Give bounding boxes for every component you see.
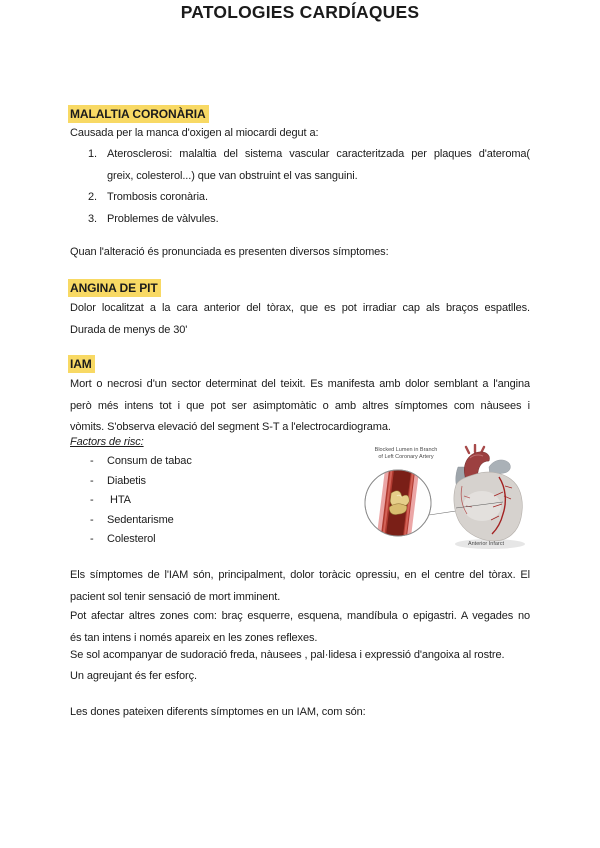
paragraph-line: vòmits. S'observa elevació del segment S-T a l'electrocardiograma.	[70, 421, 391, 433]
paragraph-line: Se sol acompanyar de sudoració freda, nàusees , pal·lidesa i expressió d'angoixa al rostre.	[70, 649, 505, 661]
paragraph-line: Trombosis coronària.	[107, 191, 208, 203]
paragraph-line: Les dones pateixen diferents símptomes en un IAM, com són:	[70, 706, 366, 718]
iam-zones-paragraph	[70, 606, 530, 649]
risk-item-label: Consum de tabac	[107, 455, 192, 467]
risk-item-label: Diabetis	[107, 474, 146, 487]
section-heading-iam	[68, 355, 95, 373]
iam-description-paragraph	[70, 374, 530, 439]
risk-item-label: Sedentarisme	[107, 513, 174, 526]
bullet-marker: -	[90, 513, 94, 526]
figure-caption-line: Blocked Lumen in Branch	[374, 447, 438, 453]
bullet-marker: -	[90, 533, 94, 545]
heart-shape	[454, 445, 522, 541]
iam-symptoms-paragraph	[70, 565, 530, 608]
paragraph-line: Quan l'alteració és pronunciada es presenten diversos símptomes:	[70, 246, 389, 258]
angina-paragraph	[70, 298, 530, 341]
risk-factors-list	[70, 452, 350, 550]
paragraph-line: Els símptomes de l'IAM són, principalment, dolor toràcic opressiu, en el centre del tòrax. El	[70, 569, 530, 581]
highlighted-heading-text: MALALTIA CORONÀRIA	[68, 105, 209, 123]
paragraph-line: és tan intens i només apareix en les zones reflexes.	[70, 631, 318, 644]
highlighted-heading-text: ANGINA DE PIT	[68, 279, 161, 297]
paragraph-line: Problemes de vàlvules.	[107, 212, 219, 225]
figure-caption-line: of Left Coronary Artery	[378, 453, 434, 460]
paragraph-line: Causada per la manca d'oxigen al miocardi degut a:	[70, 127, 319, 139]
bullet-marker: -	[90, 494, 94, 506]
list-number: 2.	[88, 191, 97, 203]
paragraph-line: pacient sol tenir sensació de mort imminent.	[70, 590, 281, 603]
highlighted-heading-text: IAM	[68, 355, 95, 373]
list-item	[70, 452, 350, 472]
paragraph-line: Mort o necrosi d'un sector determinat del teixit. Es manifesta amb dolor semblant a l'angina	[70, 378, 530, 390]
paragraph-line: greix, colesterol...) que van obstruint el vas sanguini.	[107, 169, 358, 182]
coronary-numbered-list	[70, 144, 530, 230]
list-number: 3.	[88, 212, 97, 225]
paragraph-line: Dolor localitzat a la cara anterior del tòrax, que es pot irradiar cap als braços espatlles.	[70, 302, 530, 314]
bullet-marker: -	[90, 455, 94, 467]
risk-factors-label: Factors de risc:	[70, 436, 144, 448]
list-item	[70, 491, 350, 511]
figure-caption-top	[358, 447, 454, 460]
risk-item-label: Colesterol	[107, 533, 156, 545]
list-item	[70, 209, 530, 231]
figure-caption-bottom: Anterior Infarct	[467, 541, 505, 547]
list-item	[70, 530, 350, 550]
list-item	[70, 144, 530, 187]
list-item	[70, 187, 530, 209]
paragraph-line: Pot afectar altres zones com: braç esquerre, esquena, mandíbula o epigastri. A vegades no	[70, 610, 530, 622]
page-title: PATOLOGIES CARDÍAQUES	[180, 2, 420, 22]
section-heading-malaltia-coronaria	[68, 105, 209, 123]
iam-accompany-paragraph	[70, 645, 530, 667]
paragraph-line: Un agreujant és fer esforç.	[70, 670, 197, 682]
risk-item-label: HTA	[110, 494, 131, 506]
list-item	[70, 472, 350, 492]
iam-women-paragraph	[70, 702, 530, 724]
paragraph-line: Aterosclerosi: malaltia del sistema vascular caracteritzada per plaques d'ateroma(	[107, 148, 530, 160]
heart-infarct-figure	[352, 444, 542, 558]
section-heading-angina-de-pit	[68, 279, 161, 297]
coronary-note-paragraph	[70, 242, 530, 264]
artery-inset	[365, 460, 431, 548]
coronary-intro-paragraph	[70, 123, 530, 145]
bullet-marker: -	[90, 474, 94, 487]
iam-aggravator-paragraph	[70, 666, 530, 688]
list-number: 1.	[88, 148, 97, 160]
list-item	[70, 511, 350, 531]
paragraph-line: Durada de menys de 30'	[70, 323, 188, 336]
paragraph-line: però més intens tot i que pot ser asimptomàtic o amb altres símptomes com nàusees i	[70, 399, 530, 412]
